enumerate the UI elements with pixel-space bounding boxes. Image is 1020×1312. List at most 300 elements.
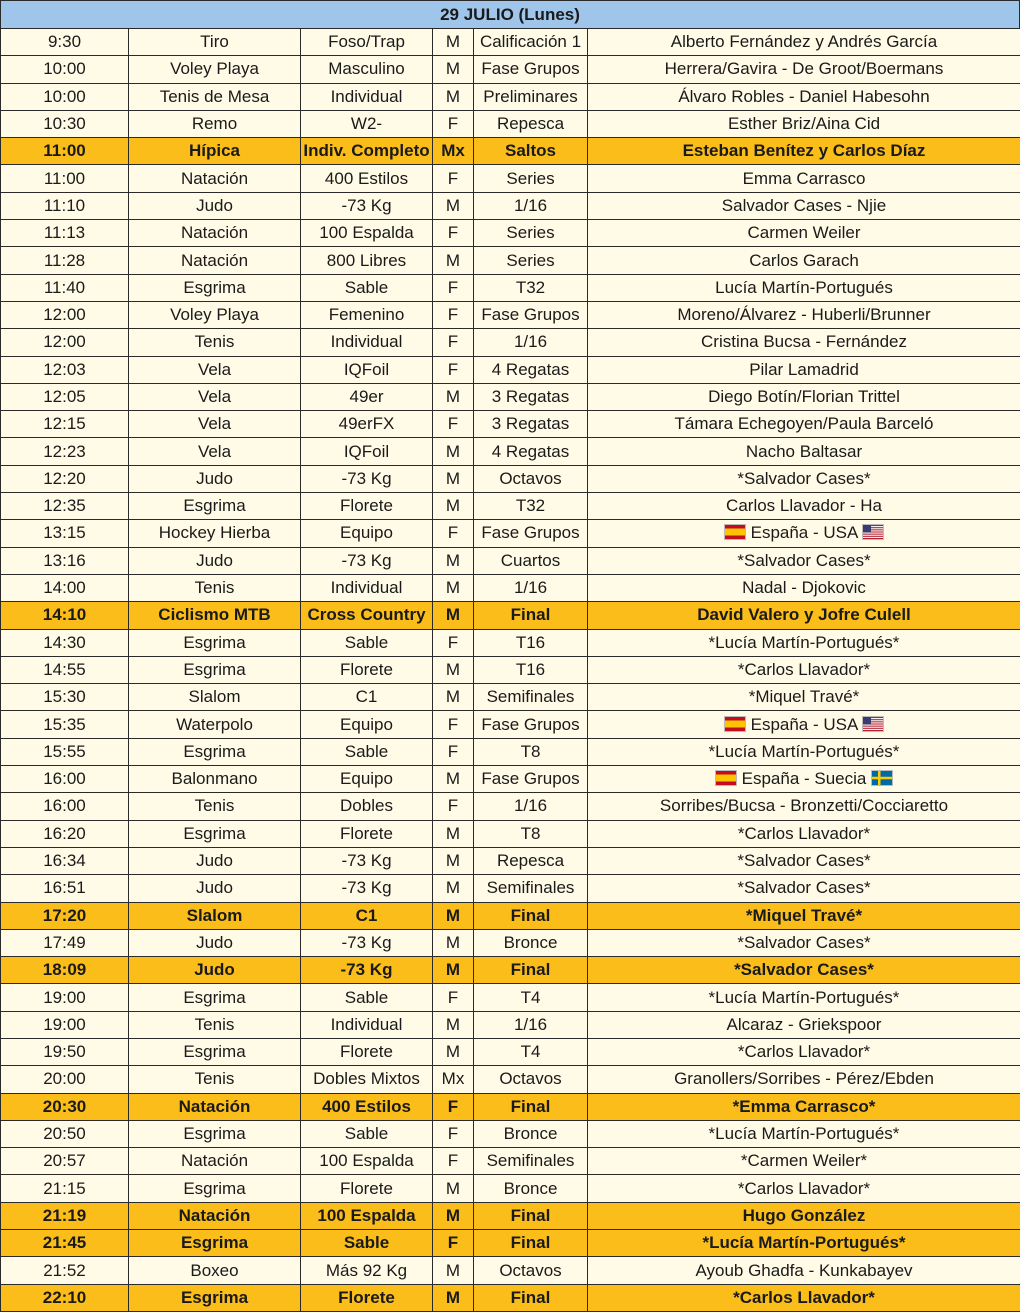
cell-sport: Judo (129, 875, 301, 902)
cell-time: 11:10 (1, 192, 129, 219)
table-row (1, 138, 1020, 165)
cell-athletes: Carlos Llavador - Ha (588, 493, 1020, 520)
table-row (1, 684, 1020, 711)
cell-athletes (588, 766, 1020, 793)
cell-time: 16:34 (1, 847, 129, 874)
cell-phase: T32 (474, 493, 588, 520)
day-title: 29 JULIO (Lunes) (0, 0, 1020, 29)
table-row (1, 83, 1020, 110)
cell-event: -73 Kg (301, 465, 433, 492)
cell-time: 21:19 (1, 1202, 129, 1229)
table-row (1, 1284, 1020, 1311)
cell-time: 14:00 (1, 574, 129, 601)
table-row (1, 847, 1020, 874)
cell-sport: Esgrima (129, 1230, 301, 1257)
cell-gender: F (433, 711, 474, 738)
cell-event: Individual (301, 574, 433, 601)
cell-time: 18:09 (1, 957, 129, 984)
cell-athletes: *Miquel Travé* (588, 902, 1020, 929)
cell-sport: Tenis (129, 793, 301, 820)
cell-event: IQFoil (301, 438, 433, 465)
cell-gender: F (433, 984, 474, 1011)
cell-time: 21:15 (1, 1175, 129, 1202)
cell-gender: M (433, 247, 474, 274)
cell-phase: Fase Grupos (474, 301, 588, 328)
cell-phase: 3 Regatas (474, 383, 588, 410)
cell-gender: F (433, 520, 474, 547)
cell-athletes-text: España - USA (750, 714, 858, 734)
cell-event: Florete (301, 1175, 433, 1202)
table-row (1, 602, 1020, 629)
cell-gender: F (433, 738, 474, 765)
cell-athletes-text: España - USA (750, 523, 858, 543)
cell-time: 12:23 (1, 438, 129, 465)
cell-time: 12:03 (1, 356, 129, 383)
cell-event: Foso/Trap (301, 29, 433, 56)
cell-event: Equipo (301, 766, 433, 793)
cell-phase: Series (474, 165, 588, 192)
table-row (1, 629, 1020, 656)
table-row (1, 547, 1020, 574)
table-row (1, 192, 1020, 219)
cell-event: Más 92 Kg (301, 1257, 433, 1284)
cell-athletes: *Carlos Llavador* (588, 820, 1020, 847)
cell-sport: Esgrima (129, 656, 301, 683)
cell-time: 12:35 (1, 493, 129, 520)
cell-athletes: Alcaraz - Griekspoor (588, 1011, 1020, 1038)
cell-event: Equipo (301, 711, 433, 738)
cell-sport: Hípica (129, 138, 301, 165)
table-row (1, 766, 1020, 793)
cell-athletes: Emma Carrasco (588, 165, 1020, 192)
cell-time: 11:00 (1, 138, 129, 165)
cell-sport: Remo (129, 110, 301, 137)
cell-athletes: Álvaro Robles - Daniel Habesohn (588, 83, 1020, 110)
cell-sport: Esgrima (129, 820, 301, 847)
cell-athletes: David Valero y Jofre Culell (588, 602, 1020, 629)
cell-event: W2- (301, 110, 433, 137)
table-row (1, 383, 1020, 410)
cell-phase: Cuartos (474, 547, 588, 574)
cell-gender: F (433, 1120, 474, 1147)
usa-flag-icon (862, 716, 884, 732)
cell-sport: Vela (129, 383, 301, 410)
cell-gender: M (433, 493, 474, 520)
cell-phase: Semifinales (474, 684, 588, 711)
cell-sport: Esgrima (129, 984, 301, 1011)
cell-gender: M (433, 766, 474, 793)
cell-time: 14:10 (1, 602, 129, 629)
cell-time: 20:30 (1, 1093, 129, 1120)
cell-event: -73 Kg (301, 192, 433, 219)
cell-sport: Tenis (129, 329, 301, 356)
cell-event: Sable (301, 629, 433, 656)
cell-athletes: *Carmen Weiler* (588, 1148, 1020, 1175)
cell-time: 11:00 (1, 165, 129, 192)
cell-time: 16:20 (1, 820, 129, 847)
cell-gender: F (433, 329, 474, 356)
table-row (1, 1175, 1020, 1202)
cell-sport: Voley Playa (129, 301, 301, 328)
cell-phase: 1/16 (474, 192, 588, 219)
cell-sport: Esgrima (129, 1038, 301, 1065)
cell-gender: F (433, 1148, 474, 1175)
cell-phase: T16 (474, 629, 588, 656)
cell-phase: Fase Grupos (474, 711, 588, 738)
cell-event: Sable (301, 1120, 433, 1147)
cell-time: 12:15 (1, 411, 129, 438)
cell-event: Dobles (301, 793, 433, 820)
cell-event: Sable (301, 984, 433, 1011)
spain-flag-icon (724, 716, 746, 732)
cell-athletes: Granollers/Sorribes - Pérez/Ebden (588, 1066, 1020, 1093)
cell-sport: Vela (129, 411, 301, 438)
cell-sport: Judo (129, 465, 301, 492)
cell-phase: 1/16 (474, 793, 588, 820)
cell-time: 10:00 (1, 83, 129, 110)
cell-phase: Final (474, 1093, 588, 1120)
table-row (1, 165, 1020, 192)
spain-flag-icon (724, 524, 746, 540)
cell-sport: Esgrima (129, 1120, 301, 1147)
cell-phase: Octavos (474, 465, 588, 492)
cell-gender: M (433, 56, 474, 83)
cell-time: 19:50 (1, 1038, 129, 1065)
cell-time: 13:15 (1, 520, 129, 547)
cell-gender: F (433, 274, 474, 301)
cell-athletes (588, 520, 1020, 547)
cell-time: 12:00 (1, 329, 129, 356)
cell-gender: F (433, 220, 474, 247)
cell-sport: Judo (129, 957, 301, 984)
cell-time: 17:49 (1, 929, 129, 956)
table-row (1, 438, 1020, 465)
cell-phase: Calificación 1 (474, 29, 588, 56)
cell-gender: F (433, 301, 474, 328)
table-row (1, 656, 1020, 683)
table-row (1, 793, 1020, 820)
table-row (1, 929, 1020, 956)
table-row (1, 465, 1020, 492)
cell-gender: F (433, 1093, 474, 1120)
cell-gender: M (433, 438, 474, 465)
cell-phase: Fase Grupos (474, 766, 588, 793)
cell-athletes: *Salvador Cases* (588, 929, 1020, 956)
cell-sport: Vela (129, 356, 301, 383)
cell-athletes: Ayoub Ghadfa - Kunkabayev (588, 1257, 1020, 1284)
cell-phase: T32 (474, 274, 588, 301)
cell-sport: Tenis (129, 1066, 301, 1093)
cell-athletes: Alberto Fernández y Andrés García (588, 29, 1020, 56)
cell-time: 20:50 (1, 1120, 129, 1147)
cell-sport: Judo (129, 547, 301, 574)
cell-sport: Judo (129, 847, 301, 874)
cell-athletes: Carmen Weiler (588, 220, 1020, 247)
cell-time: 10:30 (1, 110, 129, 137)
cell-time: 11:13 (1, 220, 129, 247)
cell-sport: Tenis (129, 574, 301, 601)
cell-time: 13:16 (1, 547, 129, 574)
cell-event: 100 Espalda (301, 1202, 433, 1229)
cell-sport: Tenis (129, 1011, 301, 1038)
table-row (1, 220, 1020, 247)
cell-sport: Tiro (129, 29, 301, 56)
cell-time: 19:00 (1, 984, 129, 1011)
cell-sport: Slalom (129, 684, 301, 711)
cell-event: Individual (301, 1011, 433, 1038)
cell-sport: Esgrima (129, 1175, 301, 1202)
cell-event: Florete (301, 820, 433, 847)
table-row (1, 984, 1020, 1011)
cell-phase: T8 (474, 820, 588, 847)
cell-event: C1 (301, 902, 433, 929)
table-row (1, 1093, 1020, 1120)
cell-athletes: *Salvador Cases* (588, 957, 1020, 984)
table-row (1, 274, 1020, 301)
cell-time: 15:30 (1, 684, 129, 711)
cell-gender: M (433, 83, 474, 110)
cell-phase: Repesca (474, 110, 588, 137)
cell-event: -73 Kg (301, 875, 433, 902)
cell-sport: Natación (129, 1093, 301, 1120)
cell-sport: Balonmano (129, 766, 301, 793)
cell-phase: Final (474, 1230, 588, 1257)
cell-phase: Octavos (474, 1257, 588, 1284)
cell-sport: Natación (129, 165, 301, 192)
cell-sport: Voley Playa (129, 56, 301, 83)
cell-event: -73 Kg (301, 929, 433, 956)
table-row (1, 411, 1020, 438)
cell-athletes: Esther Briz/Aina Cid (588, 110, 1020, 137)
table-row (1, 1066, 1020, 1093)
cell-athletes: *Carlos Llavador* (588, 1038, 1020, 1065)
cell-athletes: *Salvador Cases* (588, 547, 1020, 574)
cell-athletes: *Salvador Cases* (588, 875, 1020, 902)
cell-sport: Natación (129, 247, 301, 274)
cell-gender: F (433, 165, 474, 192)
table-row (1, 301, 1020, 328)
cell-event: Equipo (301, 520, 433, 547)
cell-gender: M (433, 602, 474, 629)
cell-gender: M (433, 847, 474, 874)
cell-gender: M (433, 820, 474, 847)
cell-phase: Preliminares (474, 83, 588, 110)
cell-time: 20:57 (1, 1148, 129, 1175)
table-row (1, 1011, 1020, 1038)
cell-phase: Final (474, 902, 588, 929)
cell-gender: M (433, 574, 474, 601)
cell-time: 21:52 (1, 1257, 129, 1284)
cell-athletes: *Lucía Martín-Portugués* (588, 984, 1020, 1011)
cell-phase: 1/16 (474, 1011, 588, 1038)
cell-time: 20:00 (1, 1066, 129, 1093)
table-row (1, 902, 1020, 929)
cell-sport: Boxeo (129, 1257, 301, 1284)
cell-athletes: Esteban Benítez y Carlos Díaz (588, 138, 1020, 165)
cell-gender: M (433, 547, 474, 574)
table-row (1, 820, 1020, 847)
cell-time: 15:35 (1, 711, 129, 738)
cell-phase: Final (474, 602, 588, 629)
cell-time: 11:40 (1, 274, 129, 301)
cell-gender: M (433, 383, 474, 410)
cell-time: 14:55 (1, 656, 129, 683)
cell-athletes: *Lucía Martín-Portugués* (588, 1230, 1020, 1257)
cell-event: C1 (301, 684, 433, 711)
table-row (1, 56, 1020, 83)
cell-event: 100 Espalda (301, 220, 433, 247)
schedule-table (0, 28, 1020, 1312)
table-row (1, 29, 1020, 56)
cell-gender: M (433, 1175, 474, 1202)
cell-sport: Hockey Hierba (129, 520, 301, 547)
cell-time: 12:05 (1, 383, 129, 410)
cell-gender: M (433, 1011, 474, 1038)
cell-time: 16:00 (1, 766, 129, 793)
cell-event: 49er (301, 383, 433, 410)
cell-phase: Series (474, 220, 588, 247)
table-row (1, 574, 1020, 601)
table-row (1, 1202, 1020, 1229)
cell-event: Indiv. Completo (301, 138, 433, 165)
cell-sport: Waterpolo (129, 711, 301, 738)
cell-gender: F (433, 411, 474, 438)
cell-sport: Ciclismo MTB (129, 602, 301, 629)
cell-event: Florete (301, 656, 433, 683)
cell-event: Florete (301, 1038, 433, 1065)
cell-time: 9:30 (1, 29, 129, 56)
cell-sport: Judo (129, 929, 301, 956)
table-row (1, 329, 1020, 356)
cell-event: Cross Country (301, 602, 433, 629)
cell-athletes: *Miquel Travé* (588, 684, 1020, 711)
cell-phase: T16 (474, 656, 588, 683)
cell-event: Sable (301, 1230, 433, 1257)
cell-phase: Fase Grupos (474, 520, 588, 547)
cell-athletes: Nacho Baltasar (588, 438, 1020, 465)
cell-athletes: Herrera/Gavira - De Groot/Boermans (588, 56, 1020, 83)
cell-event: Dobles Mixtos (301, 1066, 433, 1093)
cell-athletes: Moreno/Álvarez - Huberli/Brunner (588, 301, 1020, 328)
cell-phase: Final (474, 1202, 588, 1229)
cell-sport: Esgrima (129, 493, 301, 520)
cell-gender: M (433, 29, 474, 56)
cell-gender: M (433, 192, 474, 219)
cell-gender: M (433, 1284, 474, 1311)
table-row (1, 1257, 1020, 1284)
cell-phase: Saltos (474, 138, 588, 165)
table-row (1, 738, 1020, 765)
cell-event: Sable (301, 738, 433, 765)
table-row (1, 110, 1020, 137)
cell-time: 12:20 (1, 465, 129, 492)
cell-phase: Bronce (474, 1120, 588, 1147)
cell-athletes: *Emma Carrasco* (588, 1093, 1020, 1120)
cell-time: 22:10 (1, 1284, 129, 1311)
cell-event: IQFoil (301, 356, 433, 383)
table-row (1, 957, 1020, 984)
cell-sport: Esgrima (129, 1284, 301, 1311)
cell-athletes: *Salvador Cases* (588, 465, 1020, 492)
cell-event: Masculino (301, 56, 433, 83)
cell-event: 100 Espalda (301, 1148, 433, 1175)
table-row (1, 356, 1020, 383)
table-row (1, 493, 1020, 520)
cell-athletes: Carlos Garach (588, 247, 1020, 274)
cell-athletes: Diego Botín/Florian Trittel (588, 383, 1020, 410)
cell-athletes: Sorribes/Bucsa - Bronzetti/Cocciaretto (588, 793, 1020, 820)
cell-time: 21:45 (1, 1230, 129, 1257)
cell-gender: M (433, 957, 474, 984)
cell-phase: Repesca (474, 847, 588, 874)
cell-gender: M (433, 875, 474, 902)
cell-phase: T4 (474, 1038, 588, 1065)
schedule-rows (1, 29, 1020, 1312)
cell-phase: Semifinales (474, 1148, 588, 1175)
table-row (1, 1038, 1020, 1065)
cell-sport: Natación (129, 220, 301, 247)
cell-athletes: *Carlos Llavador* (588, 1175, 1020, 1202)
cell-sport: Vela (129, 438, 301, 465)
cell-gender: M (433, 656, 474, 683)
table-row (1, 1120, 1020, 1147)
cell-phase: 4 Regatas (474, 356, 588, 383)
cell-time: 19:00 (1, 1011, 129, 1038)
usa-flag-icon (862, 524, 884, 540)
cell-athletes: Lucía Martín-Portugués (588, 274, 1020, 301)
cell-gender: M (433, 1257, 474, 1284)
cell-athletes: Nadal - Djokovic (588, 574, 1020, 601)
cell-phase: 1/16 (474, 329, 588, 356)
cell-time: 11:28 (1, 247, 129, 274)
cell-athletes-text: España - Suecia (741, 769, 867, 789)
cell-sport: Tenis de Mesa (129, 83, 301, 110)
cell-athletes: Salvador Cases - Njie (588, 192, 1020, 219)
cell-phase: Bronce (474, 929, 588, 956)
cell-time: 16:51 (1, 875, 129, 902)
cell-event: 400 Estilos (301, 165, 433, 192)
cell-phase: 1/16 (474, 574, 588, 601)
cell-event: Individual (301, 83, 433, 110)
cell-event: -73 Kg (301, 847, 433, 874)
cell-sport: Esgrima (129, 738, 301, 765)
cell-event: Individual (301, 329, 433, 356)
cell-time: 12:00 (1, 301, 129, 328)
cell-sport: Judo (129, 192, 301, 219)
cell-time: 15:55 (1, 738, 129, 765)
cell-phase: 4 Regatas (474, 438, 588, 465)
cell-event: Florete (301, 1284, 433, 1311)
cell-phase: Semifinales (474, 875, 588, 902)
cell-phase: Final (474, 1284, 588, 1311)
cell-athletes: *Lucía Martín-Portugués* (588, 629, 1020, 656)
cell-gender: Mx (433, 138, 474, 165)
cell-athletes: *Lucía Martín-Portugués* (588, 1120, 1020, 1147)
cell-sport: Slalom (129, 902, 301, 929)
cell-phase: Fase Grupos (474, 56, 588, 83)
cell-gender: M (433, 684, 474, 711)
cell-event: Florete (301, 493, 433, 520)
cell-athletes: Hugo González (588, 1202, 1020, 1229)
cell-athletes: *Carlos Llavador* (588, 1284, 1020, 1311)
cell-phase: T4 (474, 984, 588, 1011)
cell-athletes: *Salvador Cases* (588, 847, 1020, 874)
cell-time: 10:00 (1, 56, 129, 83)
cell-event: 49erFX (301, 411, 433, 438)
cell-athletes: *Carlos Llavador* (588, 656, 1020, 683)
cell-gender: M (433, 929, 474, 956)
cell-phase: Series (474, 247, 588, 274)
